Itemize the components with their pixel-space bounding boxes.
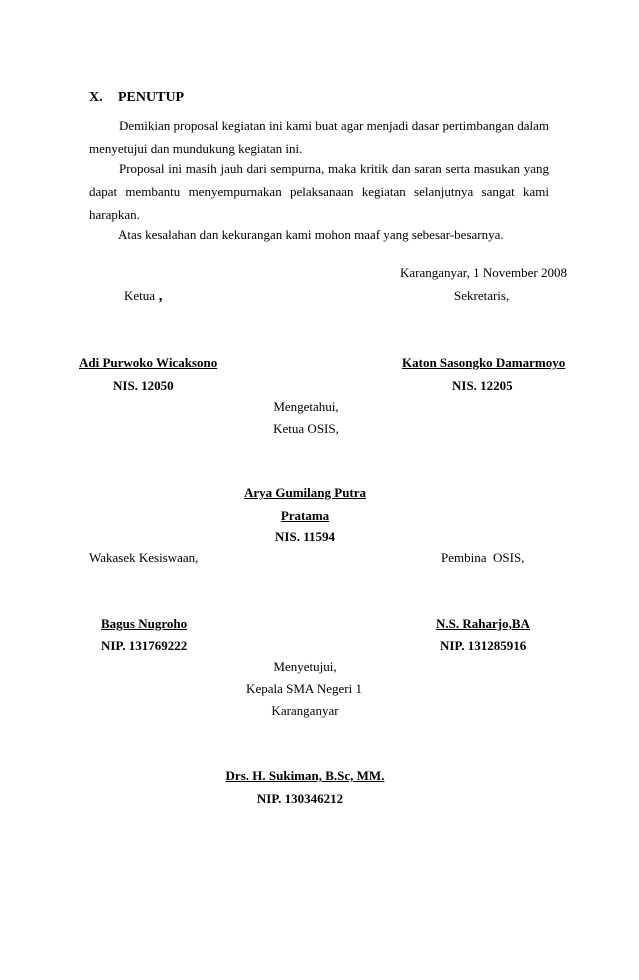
menyetujui-role-line1: Kepala SMA Negeri 1 — [246, 681, 362, 696]
sekretaris-name: Katon Sasongko Damarmoyo — [402, 355, 566, 370]
wakasek-name: Bagus Nugroho — [101, 616, 188, 631]
paragraph-1: Demikian proposal kegiatan ini kami buat agar menjadi dasar pertimbangan dalam menyetujui dan mundukung kegiatan ini. — [89, 118, 549, 156]
ketua-osis-name-line2: Pratama — [280, 508, 330, 523]
ketua-osis-name-line1: Arya Gumilang Putra — [243, 485, 367, 500]
mengetahui-role: Ketua OSIS, — [273, 421, 339, 436]
wakasek-id: NIP. 131769222 — [101, 638, 188, 653]
ketua-id: NIS. 12050 — [113, 378, 174, 393]
kepala-sekolah-name: Drs. H. Sukiman, B.Sc, MM. — [225, 768, 385, 783]
wakasek-role: Wakasek Kesiswaan, — [89, 550, 199, 565]
menyetujui-role-line2: Karanganyar — [271, 703, 339, 718]
paragraph-2: Proposal ini masih jauh dari sempurna, maka kritik dan saran serta masukan yang dapat membantu menyempurnakan pelaksanaan kegiatan selanjutnya sangat kami harapkan. — [89, 161, 549, 222]
sekretaris-role: Sekretaris, — [454, 288, 510, 303]
place-date: Karanganyar, 1 November 2008 — [400, 265, 567, 280]
ketua-role-comma: , — [155, 288, 163, 304]
pembina-role: Pembina OSIS, — [441, 550, 525, 565]
mengetahui-label: Mengetahui, — [273, 399, 339, 414]
sekretaris-id: NIS. 12205 — [452, 378, 513, 393]
section-title: PENUTUP — [118, 90, 185, 105]
ketua-role — [124, 288, 163, 305]
paragraph-3: Atas kesalahan dan kekurangan kami mohon maaf yang sebesar-besarnya. — [118, 227, 504, 242]
ketua-role-label: Ketua — [124, 288, 156, 303]
ketua-name: Adi Purwoko Wicaksono — [79, 355, 218, 370]
pembina-name: N.S. Raharjo,BA — [436, 616, 530, 631]
kepala-sekolah-id: NIP. 130346212 — [256, 791, 344, 806]
section-number: X. — [89, 90, 103, 105]
pembina-id: NIP. 131285916 — [440, 638, 527, 653]
ketua-osis-id: NIS. 11594 — [275, 529, 335, 544]
menyetujui-label: Menyetujui, — [273, 659, 337, 674]
